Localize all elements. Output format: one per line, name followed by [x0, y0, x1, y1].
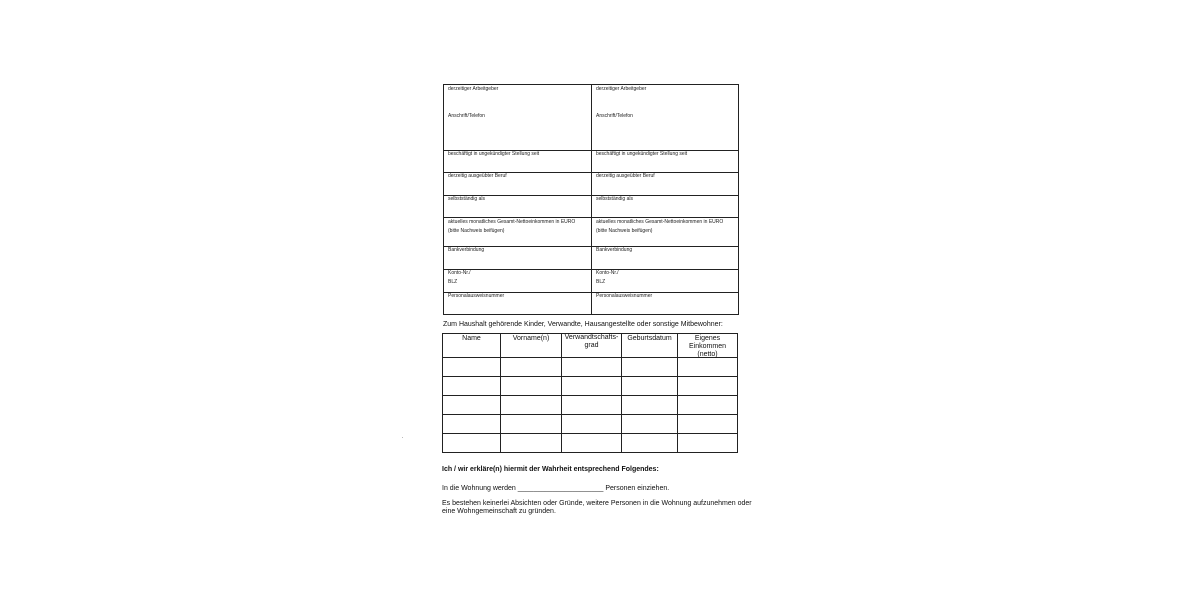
address-label: Anschrift/Telefon	[596, 113, 633, 119]
self-employed-label: selbstständig als	[448, 196, 485, 202]
account-label: Konto-Nr./	[448, 270, 471, 276]
self-employed-label: selbstständig als	[596, 196, 633, 202]
declaration-line-no-additional: Es bestehen keinerlei Absichten oder Gründe, weitere Personen in die Wohnung aufzunehmen oder eine Wohngemeinschaft zu gründen.	[442, 500, 752, 515]
occupation-label: derzeitig ausgeübter Beruf	[448, 173, 507, 179]
column-divider	[621, 334, 622, 452]
grid-divider	[591, 85, 592, 314]
blz-label: BLZ	[596, 279, 606, 285]
id-number-label: Personalausweisnummer	[448, 293, 505, 299]
account-label: Konto-Nr./	[596, 270, 619, 276]
income-note: (bitte Nachweis beifügen)	[596, 228, 653, 234]
scan-artifact	[402, 437, 403, 438]
declaration-title: Ich / wir erkläre(n) hiermit der Wahrheit entsprechend Folgendes:	[442, 466, 659, 473]
bank-label: Bankverbindung	[448, 247, 485, 253]
column-divider	[500, 334, 501, 452]
header-income: Eigenes Einkommen (netto)	[689, 335, 726, 358]
address-label: Anschrift/Telefon	[448, 113, 485, 119]
header-birthdate: Geburtsdatum	[627, 335, 672, 342]
income-label: aktuelles monatliches Gesamt-Nettoeinkommen in EURO	[448, 219, 576, 225]
column-divider	[561, 334, 562, 452]
row-line	[444, 217, 738, 218]
occupation-label: derzeitig ausgeübter Beruf	[596, 173, 655, 179]
row-line	[444, 269, 738, 270]
header-name: Name	[462, 335, 481, 342]
row-line	[444, 195, 738, 196]
household-intro: Zum Haushalt gehörende Kinder, Verwandte, Hausangestellte oder sonstige Mitbewohner:	[443, 321, 723, 328]
employed-since-label: beschäftigt in ungekündigter Stellung seit	[448, 151, 540, 157]
household-table	[442, 333, 738, 453]
income-note: (bitte Nachweis beifügen)	[448, 228, 505, 234]
header-first-name: Vorname(n)	[512, 335, 550, 342]
row-line	[443, 414, 737, 415]
row-line	[443, 395, 737, 396]
applicant-info-grid	[443, 84, 739, 315]
header-relationship: Verwandtschafts- grad	[564, 334, 619, 349]
income-label: aktuelles monatliches Gesamt-Nettoeinkommen in EURO	[596, 219, 724, 225]
row-line	[443, 433, 737, 434]
row-line	[444, 246, 738, 247]
row-line	[443, 376, 737, 377]
id-number-label: Personalausweisnummer	[596, 293, 653, 299]
employer-label: derzeitiger Arbeitgeber	[448, 86, 499, 92]
employed-since-label: beschäftigt in ungekündigter Stellung seit	[596, 151, 688, 157]
blz-label: BLZ	[448, 279, 458, 285]
employer-label: derzeitiger Arbeitgeber	[596, 86, 647, 92]
bank-label: Bankverbindung	[596, 247, 633, 253]
declaration-line-persons: In die Wohnung werden ______________________ Personen einziehen.	[442, 485, 670, 492]
